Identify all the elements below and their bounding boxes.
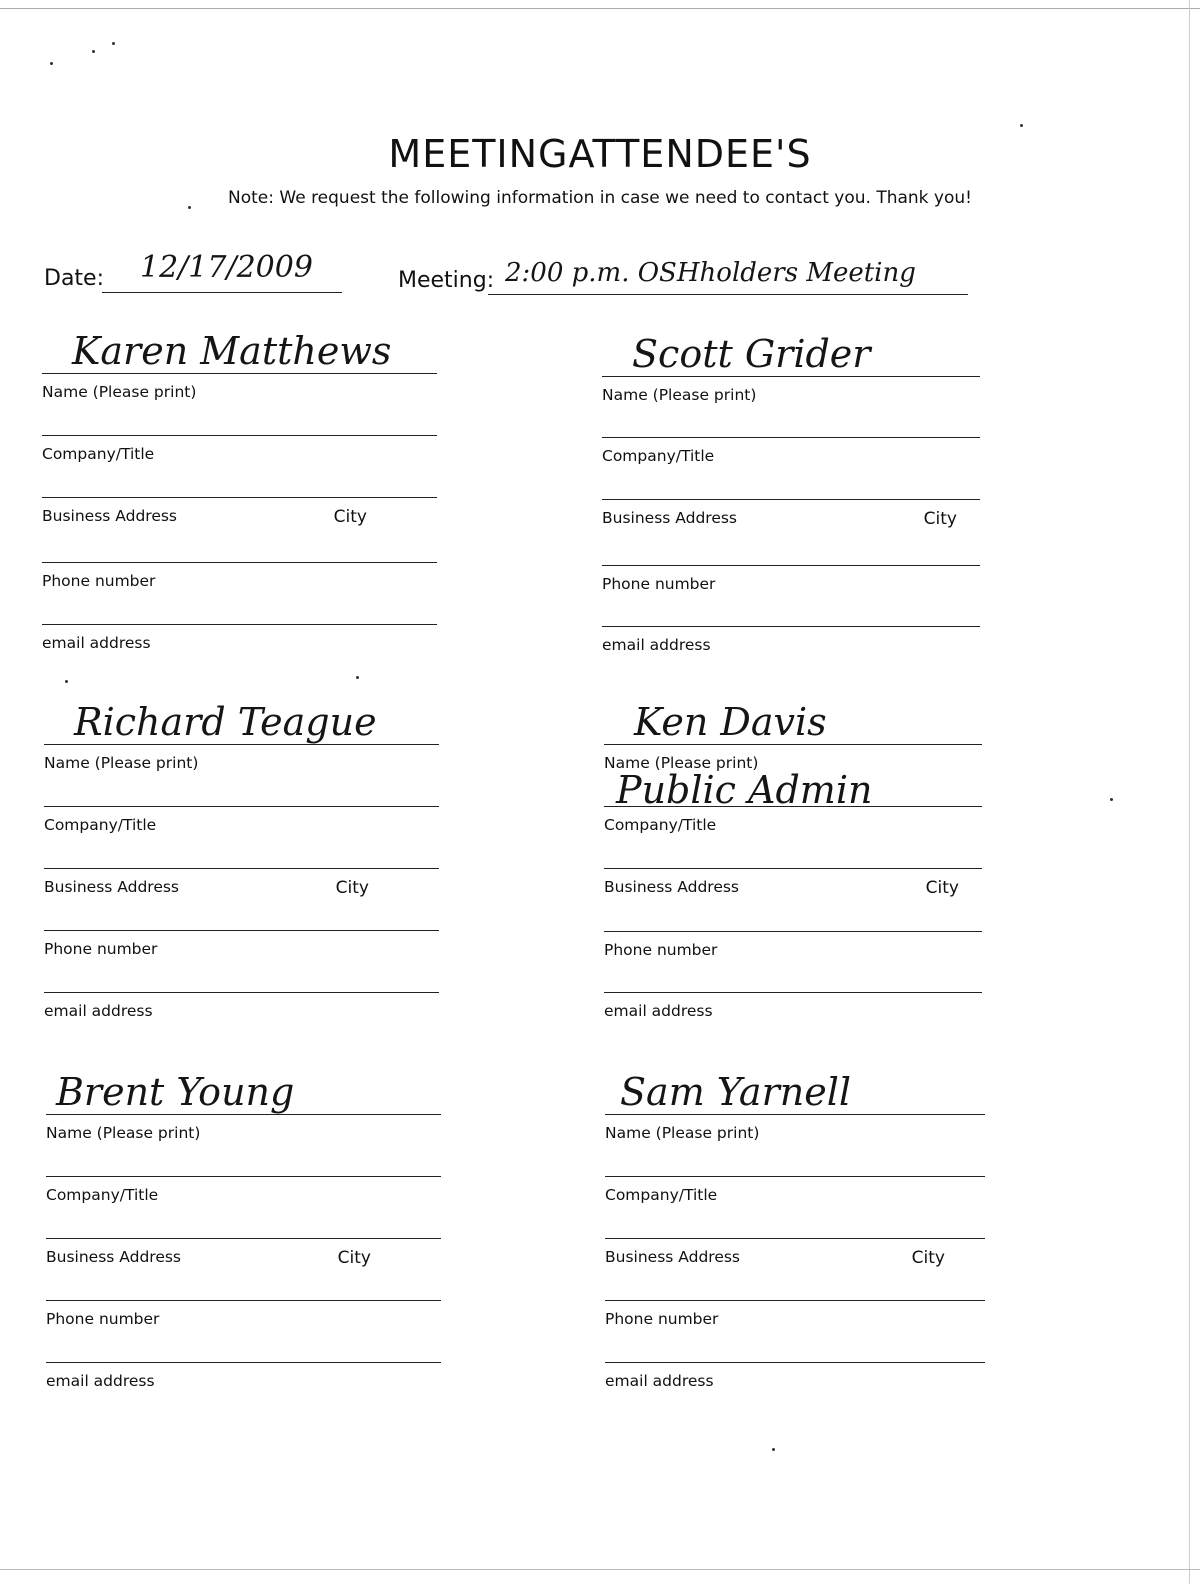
company-label: Company/Title xyxy=(605,1186,718,1204)
city-label: City xyxy=(337,1248,371,1268)
email-label: email address xyxy=(605,1372,714,1390)
email-line xyxy=(42,624,437,625)
scan-top-edge xyxy=(0,8,1200,9)
attendee-company: Public Admin xyxy=(616,768,873,812)
contact-note: Note: We request the following information in case we need to contact you. Thank you! xyxy=(228,188,972,208)
name-label: Name (Please print) xyxy=(46,1124,201,1142)
scan-speck xyxy=(1110,798,1113,801)
name-label: Name (Please print) xyxy=(42,383,197,401)
address-line xyxy=(46,1238,441,1239)
email-label: email address xyxy=(602,636,711,654)
email-label: email address xyxy=(604,1002,713,1020)
attendee-name: Brent Young xyxy=(56,1070,295,1114)
address-line xyxy=(602,499,980,500)
phone-line xyxy=(42,562,437,563)
city-label: City xyxy=(911,1248,945,1268)
email-label: email address xyxy=(42,634,151,652)
address-label: Business Address xyxy=(46,1248,182,1266)
scan-bottom-edge xyxy=(0,1569,1200,1570)
address-line xyxy=(604,868,982,869)
phone-label: Phone number xyxy=(42,572,156,590)
company-line xyxy=(602,437,980,438)
company-label: Company/Title xyxy=(46,1186,159,1204)
phone-label: Phone number xyxy=(602,575,716,593)
address-line xyxy=(44,868,439,869)
address-label: Business Address xyxy=(42,507,178,525)
company-label: Company/Title xyxy=(602,447,715,465)
scan-speck xyxy=(772,1448,775,1451)
city-label: City xyxy=(923,509,957,529)
name-label: Name (Please print) xyxy=(44,754,199,772)
page-title: MEETINGATTENDEE'S xyxy=(388,132,812,176)
attendee-name: Ken Davis xyxy=(634,700,827,744)
address-label: Business Address xyxy=(605,1248,741,1266)
attendee-name: Sam Yarnell xyxy=(620,1070,852,1114)
company-label: Company/Title xyxy=(604,816,717,834)
scan-right-edge xyxy=(1189,0,1190,1584)
company-label: Company/Title xyxy=(42,445,155,463)
attendee-name: Karen Matthews xyxy=(72,329,392,373)
name-line xyxy=(605,1114,985,1115)
name-line xyxy=(46,1114,441,1115)
date-label: Date: xyxy=(44,266,104,291)
scan-speck xyxy=(50,62,53,65)
attendee-name: Richard Teague xyxy=(74,700,377,744)
email-line xyxy=(605,1362,985,1363)
phone-line xyxy=(44,930,439,931)
address-label: Business Address xyxy=(604,878,740,896)
company-label: Company/Title xyxy=(44,816,157,834)
scan-speck xyxy=(1020,124,1023,127)
scan-speck xyxy=(65,680,68,683)
meeting-line xyxy=(488,294,968,295)
name-line xyxy=(604,744,982,745)
scan-speck xyxy=(92,50,95,53)
email-label: email address xyxy=(46,1372,155,1390)
company-line xyxy=(44,806,439,807)
name-line xyxy=(602,376,980,377)
address-line xyxy=(605,1238,985,1239)
address-label: Business Address xyxy=(602,509,738,527)
email-line xyxy=(44,992,439,993)
email-line xyxy=(46,1362,441,1363)
address-line xyxy=(42,497,437,498)
company-line xyxy=(46,1176,441,1177)
email-label: email address xyxy=(44,1002,153,1020)
meeting-value: 2:00 p.m. OSHholders Meeting xyxy=(505,258,916,288)
city-label: City xyxy=(333,507,367,527)
email-line xyxy=(604,992,982,993)
name-label: Name (Please print) xyxy=(604,754,759,772)
address-label: Business Address xyxy=(44,878,180,896)
date-value: 12/17/2009 xyxy=(140,250,313,285)
phone-line xyxy=(604,931,982,932)
phone-line xyxy=(605,1300,985,1301)
city-label: City xyxy=(925,878,959,898)
phone-line xyxy=(46,1300,441,1301)
name-line xyxy=(42,373,437,374)
scan-speck xyxy=(356,676,359,679)
name-label: Name (Please print) xyxy=(605,1124,760,1142)
phone-line xyxy=(602,565,980,566)
phone-label: Phone number xyxy=(605,1310,719,1328)
company-line xyxy=(42,435,437,436)
scan-speck xyxy=(112,42,115,45)
phone-label: Phone number xyxy=(604,941,718,959)
date-line xyxy=(102,292,342,293)
name-label: Name (Please print) xyxy=(602,386,757,404)
meeting-label: Meeting: xyxy=(398,268,495,293)
name-line xyxy=(44,744,439,745)
company-line xyxy=(605,1176,985,1177)
phone-label: Phone number xyxy=(46,1310,160,1328)
email-line xyxy=(602,626,980,627)
attendee-name: Scott Grider xyxy=(632,332,871,376)
city-label: City xyxy=(335,878,369,898)
phone-label: Phone number xyxy=(44,940,158,958)
